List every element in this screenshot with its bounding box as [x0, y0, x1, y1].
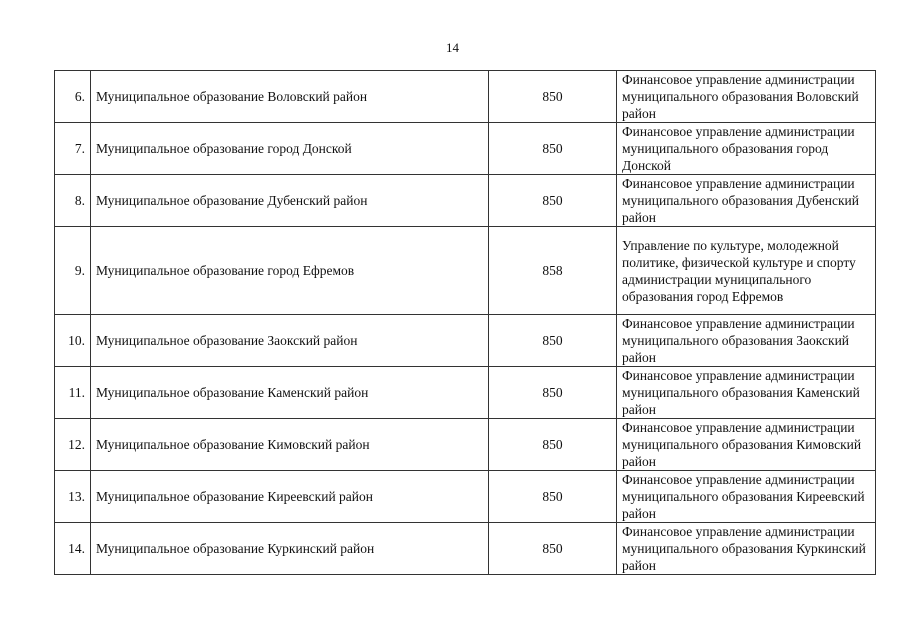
code: 850 [489, 367, 617, 419]
table-row [55, 175, 876, 227]
municipality-name: Муниципальное образование город Донской [91, 123, 489, 175]
municipality-name: Муниципальное образование Киреевский район [91, 471, 489, 523]
table-row [55, 71, 876, 123]
table-row [55, 367, 876, 419]
administrator: Финансовое управление администрации муниципального образования Куркинский район [617, 523, 876, 575]
administrator: Финансовое управление администрации муниципального образования Каменский район [617, 367, 876, 419]
row-number: 9. [55, 227, 91, 315]
row-number: 13. [55, 471, 91, 523]
row-number: 11. [55, 367, 91, 419]
code: 850 [489, 175, 617, 227]
code: 850 [489, 523, 617, 575]
administrator: Финансовое управление администрации муниципального образования город Донской [617, 123, 876, 175]
administrator: Финансовое управление администрации муниципального образования Дубенский район [617, 175, 876, 227]
table-row [55, 123, 876, 175]
municipality-name: Муниципальное образование Дубенский район [91, 175, 489, 227]
code: 850 [489, 419, 617, 471]
row-number: 10. [55, 315, 91, 367]
administrator: Финансовое управление администрации муниципального образования Заокский район [617, 315, 876, 367]
code: 850 [489, 471, 617, 523]
municipality-name: Муниципальное образование город Ефремов [91, 227, 489, 315]
administrator: Управление по культуре, молодежной политике, физической культуре и спорту администрации муниципального образования город Ефремов [617, 227, 876, 315]
table-row [55, 227, 876, 315]
administrator: Финансовое управление администрации муниципального образования Воловский район [617, 71, 876, 123]
table-row [55, 523, 876, 575]
municipality-name: Муниципальное образование Каменский район [91, 367, 489, 419]
row-number: 8. [55, 175, 91, 227]
table-row [55, 315, 876, 367]
code: 850 [489, 123, 617, 175]
row-number: 6. [55, 71, 91, 123]
table-row [55, 419, 876, 471]
code: 858 [489, 227, 617, 315]
municipality-name: Муниципальное образование Заокский район [91, 315, 489, 367]
municipality-name: Муниципальное образование Воловский район [91, 71, 489, 123]
table-row [55, 471, 876, 523]
code: 850 [489, 71, 617, 123]
administrator: Финансовое управление администрации муниципального образования Киреевский район [617, 471, 876, 523]
code: 850 [489, 315, 617, 367]
row-number: 7. [55, 123, 91, 175]
page-number: 14 [446, 40, 459, 55]
municipalities-table [54, 70, 876, 575]
row-number: 14. [55, 523, 91, 575]
municipality-name: Муниципальное образование Кимовский район [91, 419, 489, 471]
row-number: 12. [55, 419, 91, 471]
municipality-name: Муниципальное образование Куркинский район [91, 523, 489, 575]
administrator: Финансовое управление администрации муниципального образования Кимовский район [617, 419, 876, 471]
